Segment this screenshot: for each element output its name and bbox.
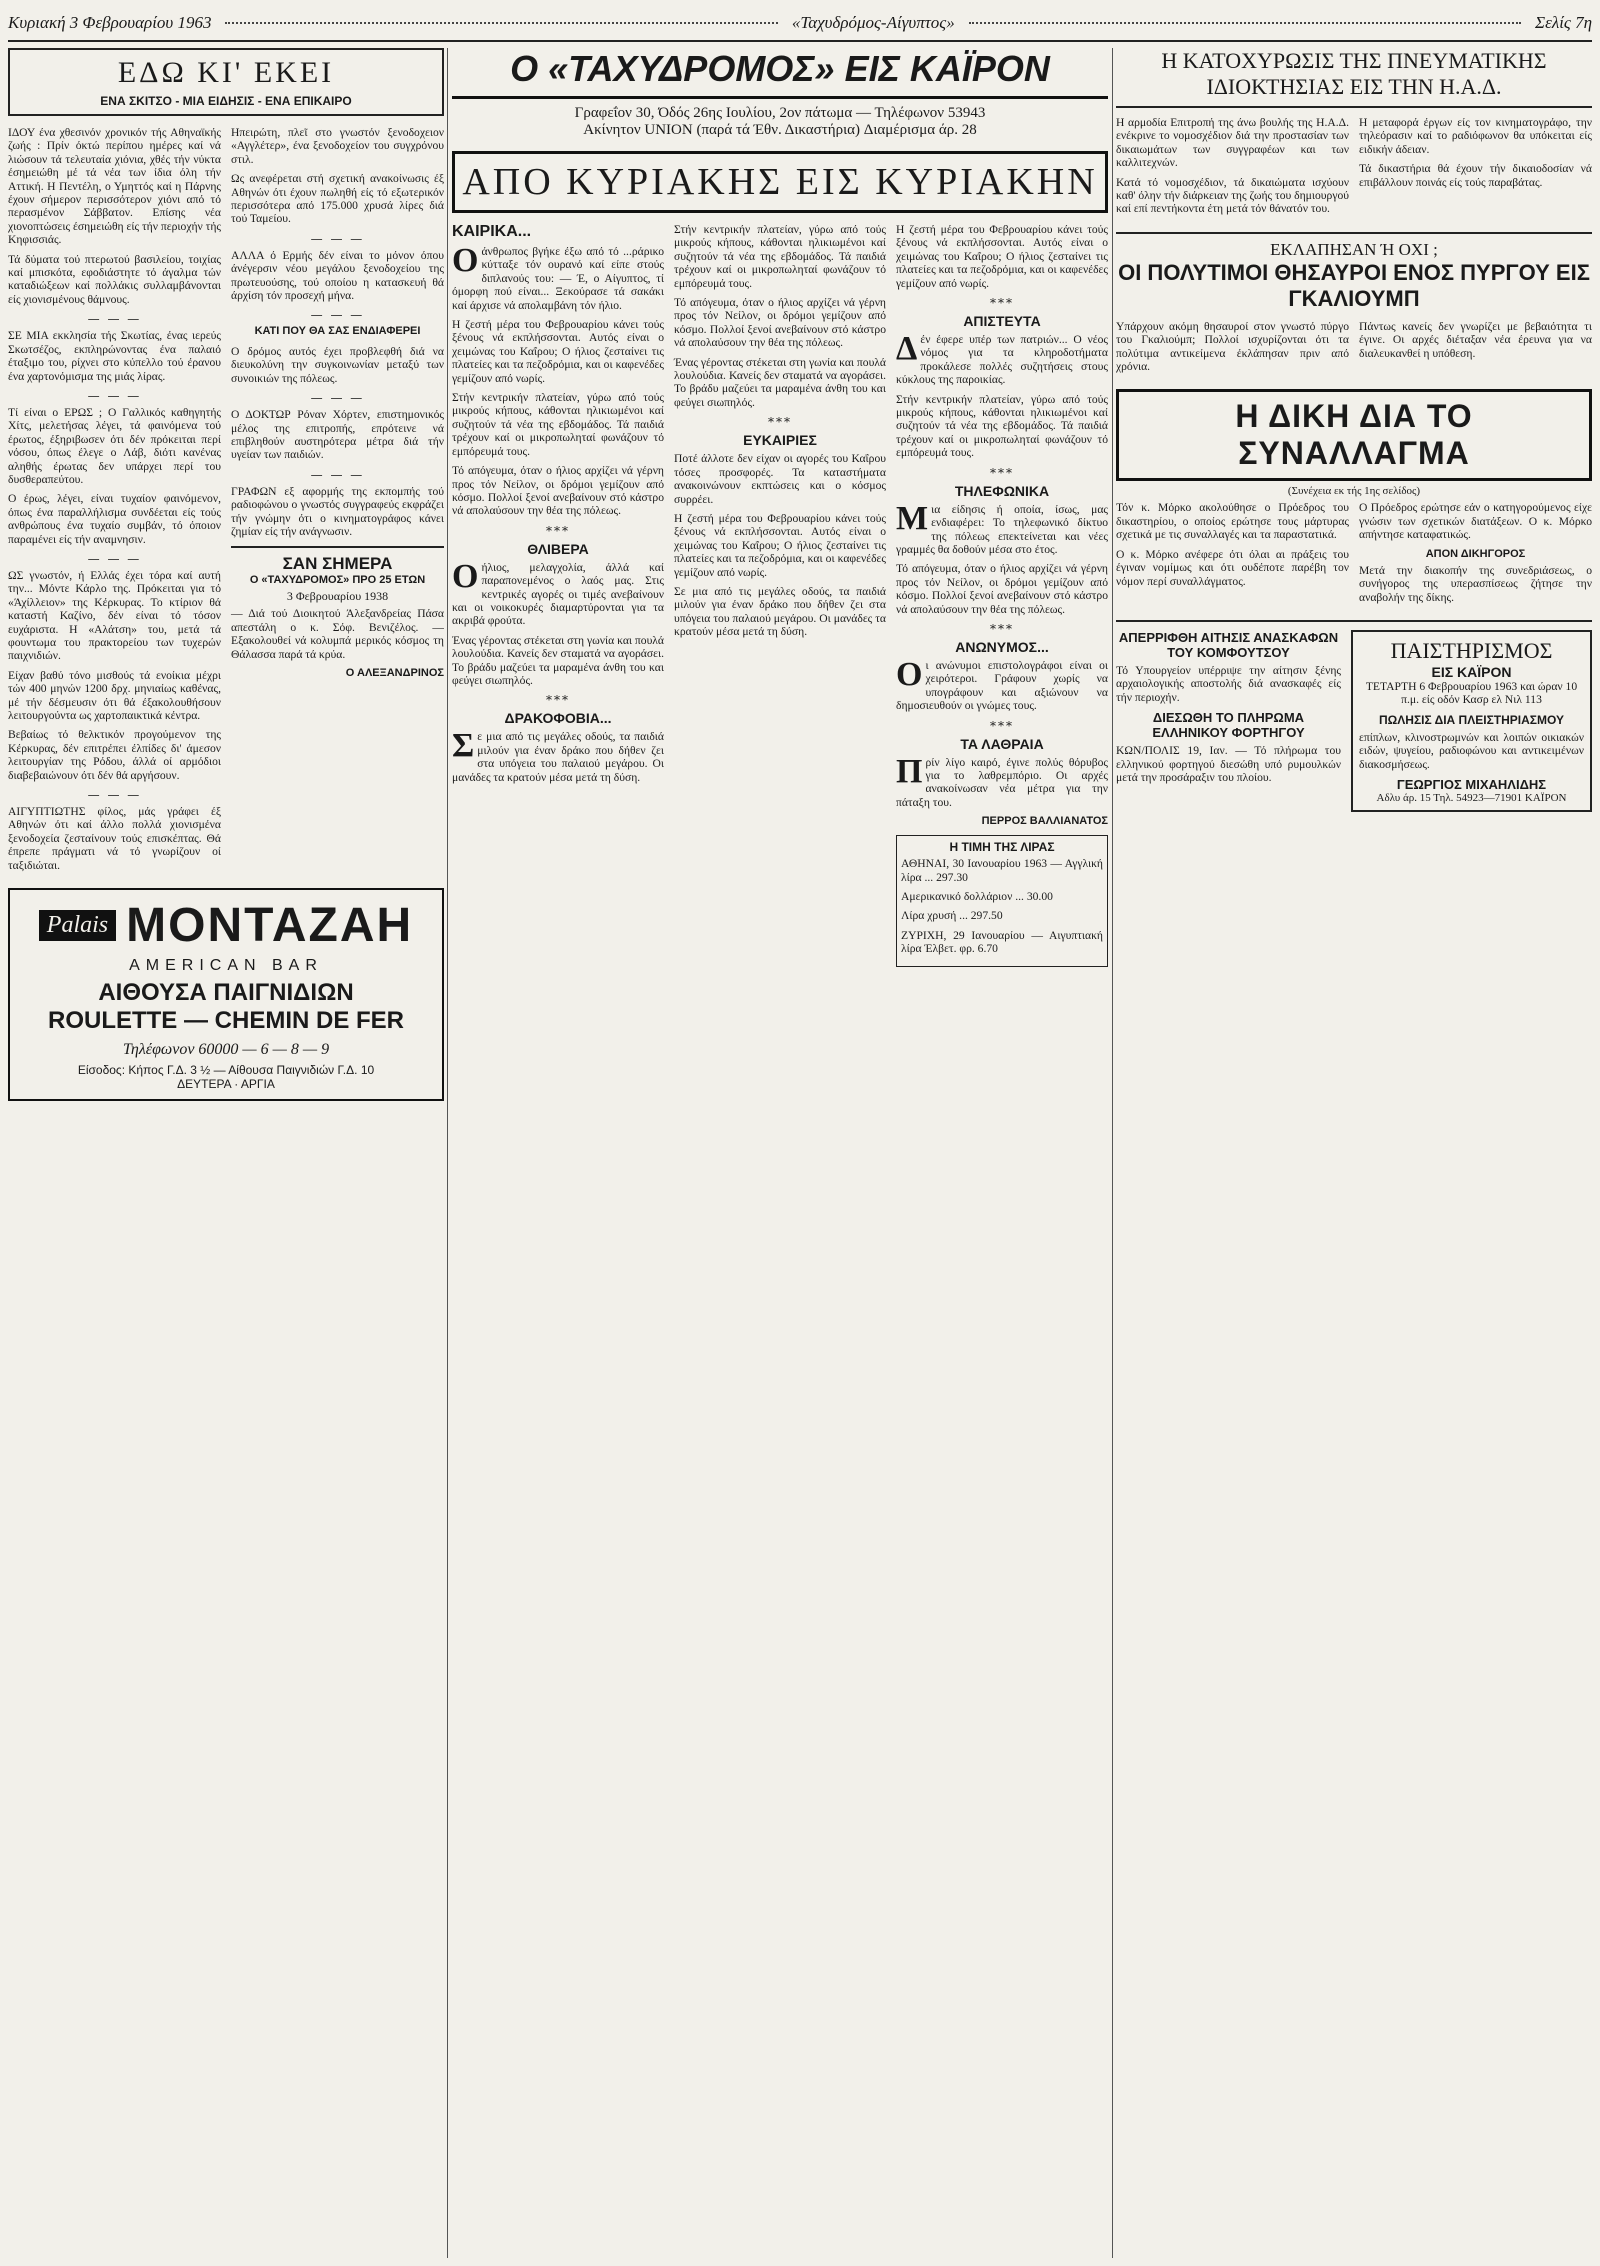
ad-entry: Είσοδος: Κήπος Γ.Δ. 3 ½ — Αίθουσα Παιγνιδιών Γ.Δ. 10 (77, 1063, 375, 1078)
headline: ΟΙ ΠΟΛΥΤΙΜΟΙ ΘΗΣΑΥΡΟΙ ΕΝΟΣ ΠΥΡΓΟΥ ΕΙΣ ΓΚΑΛΙΟΥΜΠ (1118, 259, 1590, 311)
column-center (452, 48, 1108, 2258)
article-paragraph: Δέν έφερε υπέρ των πατριών... Ο νέος νόμος για τα κληροδοτήματα προκάλεσε πολλές συζητήσεις στους κύκλους της παροικίας. (896, 330, 1108, 387)
ad-head: ΠΩΛΗΣΙΣ ΔΙΑ ΠΛΕΙΣΤΗΡΙΑΣΜΟΥ (1379, 712, 1564, 727)
subhead: ΚΑΤΙ ΠΟΥ ΘΑ ΣΑΣ ΕΝΔΙΑΦΕΡΕΙ (254, 325, 421, 338)
ad-text: επίπλων, κλινοστρωμνών και λοιπών οικιακών ειδών, ψυγείου, ραδιοφώνου και αντικειμένων διακοσμήσεως. (1359, 730, 1584, 771)
edo-ki-ekei-box (8, 48, 444, 116)
article-paragraph: Ο ΔΟΚΤΩΡ Ρόναν Χόρτεν, επιστημονικός μέλος της επιτροπής, επρότεινε νά επιβληθούν αυστηρότερα μέτρα διά τήν υγείαν των παιδιών. (231, 408, 444, 462)
article-paragraph: Μετά την διακοπήν της συνεδριάσεως, ο συνήγορος της υπερασπίσεως ζήτησε την αναβολήν της δίκης. (1359, 563, 1592, 604)
article-paragraph: Πρίν λίγο καιρό, έγινε πολύς θόρυβος για το λαθρεμπόριο. Οι αρχές ανακοίνωσαν νέα μέτρα για την πάταξη του. (896, 752, 1108, 809)
article-paragraph: Ποτέ άλλοτε δεν είχαν οι αγορές του Καΐρου τόσες προσφορές. Τα καταστήματα ανακοινώνουν εκπτώσεις και ο κόσμος συρρέει. (674, 452, 886, 506)
headline: ΑΠΕΡΡΙΦΘΗ ΑΙΤΗΣΙΣ ΑΝΑΣΚΑΦΩΝ ΤΟΥ ΚΟΜΦΟΥΤΣΟΥ (1118, 629, 1339, 660)
article-paragraph: Υπάρχουν ακόμη θησαυροί στον γνωστό πύργο του Γκαλιούμπ; Πολλοί ισχυρίζονται ότι τα πολύτιμα αντικείμενα έκλάπησαν πριν από χρόνια. (1116, 319, 1349, 374)
headline: Η ΔΙΚΗ ΔΙΑ ΤΟ ΣΥΝΑΛΛΑΓΜΑ (1116, 389, 1592, 481)
article-paragraph: Πάντως κανείς δεν γνωρίζει με βεβαιότητα τι έγινε. Οι αρχές διέταξαν νέα έρευνα για να διαλευκανθεί η υπόθεση. (1359, 319, 1592, 360)
article-paragraph: ΓΡΑΦΩΝ εξ αφορμής της εκπομπής τού ραδιοφώνου ο γνωστός συγγραφεύς εκφράζει τήν γνώμην ότι ο κινηματογράφος κάνει ζημίαν είς τήν ανάγνωσιν. (231, 484, 444, 538)
article-paragraph: Οι ανώνυμοι επιστολογράφοι είναι οι χειρότεροι. Γράφουν χωρίς να υπογράφουν και αξιώνουν να δημοσιευθούν οι γνώμες τους. (896, 655, 1108, 713)
column-right (1116, 48, 1592, 2258)
ad-hall: ΑΙΘΟΥΣΑ ΠΑΙΓΝΙΔΙΩΝ (98, 979, 354, 1007)
ad-title: ΠΑΙΣΤΗΡΙΣΜΟΣ (1390, 637, 1553, 663)
article-paragraph: Ως ανεφέρεται στή σχετική ανακοίνωσις έξ Αθηνών ότι έχουν πωληθή είς τό εξωτερικόν περισσότερα από 175.000 χρυσά λίρες διά τού Ταμείου. (231, 172, 444, 226)
article-paragraph: Ο έρως, λέγει, είναι τυχαίον φαινόμενον, όπως ένα παραλλήλισμα συνδέεται είς τούς ανθρώπους ένα τυχαίο συμβάν, τό όποιον παραμένει είς τήν αναμνησιν. (8, 492, 221, 546)
left-subcolumns (8, 126, 444, 878)
lira-title: Η ΤΙΜΗ ΤΗΣ ΛΙΡΑΣ (949, 840, 1055, 855)
box-paragraph: — Διά τού Διοικητού Άλεξανδρείας Πάσα απεστάλη ο κ. Σόφ. Βενιζέλος. — Εξακολουθεί νά κολυμπά μερικός κόσμος τη Θάλασσα παρά τά κρύα. (231, 607, 444, 661)
article-paragraph: Τό απόγευμα, όταν ο ήλιος αρχίζει νά γέρνη προς τόν Νείλον, οι δρόμοι γεμίζουν από κόσμο. Πολλοί ξενοί ανεβαίνουν στό κάστρο νά απολαύσουν την θέα της πόλεως. (896, 562, 1108, 616)
continuation-note: (Συνέχεια εκ τής 1ης σελίδος) (1287, 485, 1421, 498)
subhead: ΘΛΙΒΕΡΑ (527, 540, 589, 557)
signature: Ο ΑΛΕΞΑΝΔΡΙΝΟΣ (345, 666, 444, 679)
left-subcolumn-b: Ηπειρώτη, πλεῖ στο γνωστόν ξενοδοχειον «Αγγλέτερ», ένα ξενοδοχείον του συγχρόνου στιλ. Ως ανεφέρεται στή σχετική ανακοίνωσις έξ Αθηνών ότι έχουν πωληθή είς τό εξωτερικόν περισσότερα από 175.000 χρυσά λίρες διά τού Ταμείου. — — — ΑΛΛΑ ό Ερμής δέν είναι το μόνον όπου άνέγερσιν νέου μεγάλου ξενοδοχείου της πρωτευούσης, τού οποίου η κατασκευή θά άρχίση τόν προσεχή μήνα. — — — ΚΑΤΙ ΠΟΥ ΘΑ ΣΑΣ ΕΝΔΙΑΦΕΡΕΙ Ο δρόμος αυτός έχει προβλεφθή διά να διευκολύνη την συγκοινωνίαν μεταξύ των συνοικιών της πόλεως. — — — Ο ΔΟΚΤΩΡ Ρόναν Χόρτεν, επιστημονικός μέλος της επιτροπής, επρότεινε νά επιβληθούν αυστηρότερα μέτρα διά τήν υγείαν των παιδιών. — — — ΓΡΑΦΩΝ εξ αφορμής της εκπομπής τού ραδιοφώνου ο γνωστός συγγραφεύς εκφράζει τήν γνώμην ότι ο κινηματογράφος κάνει ζημίαν είς τήν ανάγνωσιν. ΣΑΝ ΣΗΜΕΡΑ Ο «ΤΑΧΥΔΡΟΜΟΣ» ΠΡΟ 25 ΕΤΩΝ 3 Φεβρουαρίου 1938 — Διά τού Διοικητού Άλεξανδρείας Πάσα απεστάλη ο κ. Σόφ. Βενιζέλος. — Εξακολουθεί νά κολυμπά μερικός κόσμος τη Θάλασσα παρά τά κρύα. Ο ΑΛΕΞΑΝΔΡΙΝΟΣ (231, 126, 444, 679)
article-paragraph: ΙΔΟΥ ένα χθεσινόν χρονικόν τής Αθηναϊκής ζωής : Πρίν όκτώ περίπου ημέρες καί νά λιώσουν τά τελευταία χιόνια, χθές τήν νύκτα έσημειώθη μέ τά νέα των ίδια όλη τήν Αττική. Η Πεντέλη, ο Υμηττός καί η Πάρνης έχουν σήμερον περισσότερον χιόνι από τό περασμένον Σάββατον. Επίσης νέα χιονοπτώσεις έσημειώθη είς τήν περιοχήν τής Κηφισσιάς. (8, 126, 221, 247)
article-paragraph: ΑΙΓΥΠΤΙΩΤΗΣ φίλος, μάς γράφει έξ Αθηνών ότι καί άλλο πολλά χιονισμένα ξενοδοχεία ζεσταίνουν τούς επισκέπτας. Θά έπρεπε πράγματι νά τό γνωρίζουν οί ταξιδιώται. (8, 805, 221, 872)
article-paragraph: Κατά τό νομοσχέδιον, τά δικαιώματα ισχύουν καθ' όλην τήν διάρκειαν της ζωής του δημιουργού καί επί πεντήκοντα έτη μετά τόν θάνατόν του. (1116, 175, 1349, 216)
article-paragraph: ΣΕ ΜΙΑ εκκλησία τής Σκωτίας, ένας ιερεύς Σκωτσέζος, εκπληρώνοντας ένα παλαιό έταξιμο του, ρίχνει στο κύπελλο τού έρανου ένα χαρτονόμισμα της μιάς λίρας. (8, 329, 221, 383)
article-paragraph: Είχαν βαθύ τόνο μισθούς τά ενοίκια μέχρι τών 400 μηνών 1200 δρχ. μηνιαίως καθένας, μέ τήν δέσμευσιν ότι θά έξακολουθήσουν λειτουργούντα ως χαρτοπαικτικά κέντρα. (8, 668, 221, 723)
ad-brand: MONTAZAH (126, 899, 414, 953)
ad-signature: ΓΕΩΡΓΙΟΣ ΜΙΧΑΗΛΙΔΗΣ (1396, 776, 1547, 792)
san-simera-box (231, 546, 444, 679)
article-paragraph: Ο κ. Μόρκο ανέφερε ότι όλαι αι πράξεις του έγιναν νομίμως και ότι ουδέποτε παρέβη τον νόμον περί συναλλάγματος. (1116, 547, 1349, 588)
article-paragraph: Τά δύματα τού πτερωτού βασιλείου, τοιχίας καί μπισκότα, εφοδιάστητε τό άγαλμα τών καταδιώξεων καί πολλάκις συλλαμβάνονται είς χιονισμένους θάμνους. (8, 252, 221, 306)
lira-row: Αμερικανικό δολλάριον ... 30.00 (901, 890, 1053, 903)
ad-palais: Palais (39, 910, 116, 941)
article-paragraph: ΑΛΛΑ ό Ερμής δέν είναι το μόνον όπου άνέγερσιν νέου μεγάλου ξενοδοχείου της πρωτευούσης, τού οποίου η κατασκευή θά άρχίση τόν προσεχή μήνα. (231, 248, 444, 303)
masthead-paper: «Ταχυδρόμος-Αίγυπτος» (791, 13, 955, 32)
right-subcolumns-top (1116, 116, 1592, 222)
article-paragraph: Στήν κεντρικήν πλατείαν, γύρω από τούς μικρούς κήπους, κάθονται ηλικιωμένοι καί συζητούν τά νέα της εβδομάδος. Τά παιδιά τρέχουν καί οι μικροπωληταί φωνάζουν τό εμπόρευμά τους. (452, 391, 664, 458)
right-bottom (1116, 620, 1592, 812)
subhead: ΑΠΙΣΤΕΥΤΑ (963, 313, 1041, 330)
article-paragraph: Τό Υπουργείον υπέρριψε την αίτησιν ξένης αρχαιολογικής αποστολής διά ανασκαφές είς τήν περιοχήν. (1116, 663, 1341, 704)
article-paragraph: Η ζεστή μέρα του Φεβρουαρίου κάνει τούς ξένους νά εκπλήσσονται. Αυτός είναι ο χειμώνας του Καΐρου; Ο ήλιος ζεσταίνει τις πλατείες και τα πεζοδρόμια, και οι καφενέδες γεμίζουν από νωρίς. (452, 318, 664, 385)
column-divider (447, 48, 448, 2258)
ad-games: ROULETTE — CHEMIN DE FER (47, 1007, 404, 1035)
center-subcolumns (452, 223, 1108, 967)
article-paragraph: Τό απόγευμα, όταν ο ήλιος αρχίζει νά γέρνη προς τόν Νείλον, οι δρόμοι γεμίζουν από κόσμο. Πολλοί ξενοί ανεβαίνουν στό κάστρο νά απολαύσουν την θέα της πόλεως. (674, 296, 886, 350)
office-address: Ακίνητον UNION (παρά τά Έθν. Δικαστήρια) Διαμέρισμα άρ. 28 (583, 122, 977, 138)
ad-days: ΔΕΥΤΕΡΑ · ΑΡΓΙΑ (177, 1077, 275, 1092)
banner: ΑΠΟ ΚΥΡΙΑΚΗΣ ΕΙΣ ΚΥΡΙΑΚΗΝ (452, 151, 1108, 213)
ad-bar: AMERICAN BAR (129, 957, 323, 975)
box-title: ΣΑΝ ΣΗΜΕΡΑ (282, 554, 393, 574)
center-subcolumn-a: ΚΑΙΡΙΚΑ... Οάνθρωπος βγήκε έξω από τό ...ράρικο κύτταξε τόν ουρανό καί είπε στούς διπλανούς του: — Έ, ο Αίγυπτος, τί όμορφη πού είναι... Ξεκούρασε τά σακάκι καί άρχισε νά απολαμβάνη τόν ήλιο. Η ζεστή μέρα του Φεβρουαρίου κάνει τούς ξένους νά εκπλήσσονται. Αυτός είναι ο χειμώνας του Καΐρου; Ο ήλιος ζεσταίνει τις πλατείες και τα πεζοδρόμια, και οι καφενέδες γεμίζουν από νωρίς. Στήν κεντρικήν πλατείαν, γύρω από τούς μικρούς κήπους, κάθονται ηλικιωμένοι καί συζητούν τά νέα της εβδομάδος. Τά παιδιά τρέχουν καί οι μικροπωληταί φωνάζουν τό εμπόρευμά τους. Τό απόγευμα, όταν ο ήλιος αρχίζει νά γέρνη προς τόν Νείλον, οι δρόμοι γεμίζουν από κόσμο. Πολλοί ξενοί ανεβαίνουν στό κάστρο νά απολαύσουν την θέα της πόλεως. *** ΘΛΙΒΕΡΑ Οήλιος, μελαγχολία, άλλά καί παραπονεμένος ο λαός μας. Στις κεντρικές αγορές οι τιμές ανεβαίνουν και οι νοικοκυρές διαμαρτύρονται για τα ακριβά φρούτα. Ένας γέροντας στέκεται στη γωνία και πουλά λουλούδια. Κανείς δεν σταματά να αγοράσει. Το βράδυ μαζεύει τα μαραμένα άνθη του και φεύγει σιωπηλός. *** ΔΡΑΚΟΦΟΒΙΑ... Σε μια από τις μεγάλες οδούς, τα παιδιά μιλούν για έναν δράκο που δήθεν ζει στα υπόγεια του παλαιού μεγάρου. Οι μανάδες τα κρατούν μέσα μετά τη δύση. (452, 223, 665, 784)
article-paragraph: Μια είδησις ή οποία, ίσως, μας ενδιαφέρει: Το τηλεφωνικό δίκτυο της πόλεως επεκτείνεται και νέες γραμμές θα δοθούν μέσα στο έτος. (896, 499, 1108, 556)
section-title: Ο «ΤΑΧΥΔΡΟΜΟΣ» ΕΙΣ ΚΑΪΡΟΝ (452, 48, 1108, 99)
article-paragraph: Η ζεστή μέρα του Φεβρουαρίου κάνει τούς ξένους νά εκπλήσσονται. Αυτός είναι ο χειμώνας του Καΐρου; Ο ήλιος ζεσταίνει τις πλατείες και τα πεζοδρόμια, και οι καφενέδες γεμίζουν από νωρίς. (674, 511, 886, 579)
section-subtitle: ΕΝΑ ΣΚΙΤΣΟ - ΜΙΑ ΕΙΔΗΣΙΣ - ΕΝΑ ΕΠΙΚΑΙΡΟ (100, 94, 352, 108)
lira-row: Λίρα χρυσή ... 297.50 (901, 909, 1003, 923)
article-paragraph: Βεβαίως τό θελκτικόν προγούμενον της Κέρκυρας, δέν επιτρέπει έλπίδες δι' άμεσον λειτουργίαν της Ρόδου, άλλά οί αρμόδιοι διαβεβαιώνουν ότι δέν θά αργήσουν. (8, 728, 221, 782)
headline: ΕΚΛΑΠΗΣΑΝ Ή ΟΧΙ ; (1270, 239, 1438, 259)
lira-box (896, 835, 1108, 966)
article-paragraph: Τόν κ. Μόρκο ακολούθησε ο Πρόεδρος του δικαστηρίου, ο οποίος ερώτησε τους μάρτυρας σχετικά με τις συναλλαγές και τα παραστατικά. (1116, 501, 1349, 542)
box-date: 3 Φεβρουαρίου 1938 (286, 589, 389, 604)
article-paragraph: Οάνθρωπος βγήκε έξω από τό ...ράρικο κύτταξε τόν ουρανό καί είπε στούς διπλανούς του: — Έ, ο Αίγυπτος, τί όμορφη πού είναι... Ξεκούρασε τά σακάκι καί άρχισε νά απολαμβάνη τόν ήλιο. (452, 242, 664, 312)
subhead: ΑΠΟΝ ΔΙΚΗΓΟΡΟΣ (1425, 547, 1526, 560)
center-subcolumn-b: Στήν κεντρικήν πλατείαν, γύρω από τούς μικρούς κήπους, κάθονται ηλικιωμένοι καί συζητούν τά νέα της εβδομάδος. Τά παιδιά τρέχουν καί οι μικροπωληταί φωνάζουν τό εμπόρευμά τους. Τό απόγευμα, όταν ο ήλιος αρχίζει νά γέρνη προς τόν Νείλον, οι δρόμοι γεμίζουν από κόσμο. Πολλοί ξενοί ανεβαίνουν στό κάστρο νά απολαύσουν την θέα της πόλεως. Ένας γέροντας στέκεται στη γωνία και πουλά λουλούδια. Κανείς δεν σταματά να αγοράσει. Το βράδυ μαζεύει τα μαραμένα άνθη του και φεύγει σιωπηλός. *** ΕΥΚΑΙΡΙΕΣ Ποτέ άλλοτε δεν είχαν οι αγορές του Καΐρου τόσες προσφορές. Τα καταστήματα ανακοινώνουν εκπτώσεις και ο κόσμος συρρέει. Η ζεστή μέρα του Φεβρουαρίου κάνει τούς ξένους νά εκπλήσσονται. Αυτός είναι ο χειμώνας του Καΐρου; Ο ήλιος ζεσταίνει τις πλατείες και τα πεζοδρόμια, και οι καφενέδες γεμίζουν από νωρίς. Σε μια από τις μεγάλες οδούς, τα παιδιά μιλούν για έναν δράκο που δήθεν ζει στα υπόγεια του παλαιού μεγάρου. Οι μανάδες τα κρατούν μέσα μετά τη δύση. (674, 223, 887, 639)
masthead-date: Κυριακή 3 Φεβρουαρίου 1963 (8, 13, 212, 32)
article-paragraph: Τά δικαστήρια θά έχουν τήν δικαιοδοσίαν νά επιβάλλουν ποινάς είς τούς παραβάτας. (1359, 162, 1592, 189)
subhead: ΔΡΑΚΟΦΟΒΙΑ... (504, 710, 612, 727)
article-paragraph: Στήν κεντρικήν πλατείαν, γύρω από τούς μικρούς κήπους, κάθονται ηλικιωμένοι καί συζητούν τά νέα της εβδομάδος. Τά παιδιά τρέχουν καί οι μικροπωληταί φωνάζουν τό εμπόρευμά τους. (896, 392, 1108, 460)
article-paragraph: Ένας γέροντας στέκεται στη γωνία και πουλά λουλούδια. Κανείς δεν σταματά να αγοράσει. Το βράδυ μαζεύει τα μαραμένα άνθη του και φεύγει σιωπηλός. (674, 355, 887, 409)
article-paragraph: Ο Πρόεδρος ερώτησε εάν ο κατηγορούμενος είχε γνώσιν των σχετικών διατάξεων. Ο κ. Μόρκο απήντησε καταφατικώς. (1359, 501, 1592, 542)
subhead: ΕΥΚΑΙΡΙΕΣ (743, 432, 817, 449)
article-paragraph: Ένας γέροντας στέκεται στη γωνία και πουλά λουλούδια. Κανείς δεν σταματά να αγοράσει. Το βράδυ μαζεύει τα μαραμένα άνθη του και φεύγει σιωπηλός. (452, 633, 665, 687)
montazah-ad (8, 888, 444, 1101)
article-paragraph: Η ζεστή μέρα του Φεβρουαρίου κάνει τούς ξένους νά εκπλήσσονται. Αυτός είναι ο χειμώνας του Καΐρου; Ο ήλιος ζεσταίνει τις πλατείες και τα πεζοδρόμια, και οι καφενέδες γεμίζουν από νωρίς. (896, 223, 1108, 290)
column-left (8, 48, 444, 2258)
article-paragraph: Τί είναι ο ΕΡΩΣ ; Ο Γαλλικός καθηγητής Χίτς, μελετήσας λέγει, τά φαινόμενα τού έρωτος, έξηριβωσεν ότι δέν πρόκειται περί νόσου, όπως έλεγε ο Λάβ, διότι κανένας αληθής έρωτας δεν υπάρχει περί του δυσθεραπεύτου. (8, 405, 221, 486)
article-paragraph: Η μεταφορά έργων είς τον κινηματογράφο, την τηλεόρασιν καί το ραδιόφωνον θα υπόκειται είς ειδικήν άδειαν. (1359, 116, 1592, 156)
headline: ΔΙΕΣΩΘΗ ΤΟ ΠΛΗΡΩΜΑ ΕΛΛΗΝΙΚΟΥ ΦΟΡΤΗΓΟΥ (1152, 710, 1305, 741)
article-paragraph: Σε μια από τις μεγάλες οδούς, τα παιδιά μιλούν για έναν δράκο που δήθεν ζει στα υπόγεια του παλαιού μεγάρου. Οι μανάδες τα κρατούν μέσα μετά τη δύση. (674, 584, 886, 639)
article-paragraph: Η αρμοδία Επιτροπή της άνω βουλής της Η.Α.Δ. ενέκρινε το νομοσχέδιον διά την προστασίαν των δικαιωμάτων των συγγραφέων και των καλλιτεχνών. (1116, 116, 1349, 170)
masthead-rule (969, 22, 1521, 24)
ad-phone: Τηλέφωνον 60000 — 6 — 8 — 9 (122, 1041, 330, 1059)
left-subcolumn-a: ΙΔΟΥ ένα χθεσινόν χρονικόν τής Αθηναϊκής ζωής : Πρίν όκτώ περίπου ημέρες καί νά λιώσουν τά τελευταία χιόνια, χθές τήν νύκτα έσημειώθη μέ τά νέα των ίδια όλη τήν Αττική. Η Πεντέλη, ο Υμηττός καί η Πάρνης έχουν σήμερον περισσότερον χιόνι από τό περασμένον Σάββατον. Επίσης νέα χιονοπτώσεις έσημειώθη είς τήν περιοχήν τής Κηφισσιάς. Τά δύματα τού πτερωτού βασιλείου, τοιχίας καί μπισκότα, εφοδιάστητε τό άγαλμα τών καταδιώξεων καί πολλάκις συλλαμβάνονται είς χιονισμένους θάμνους. — — — ΣΕ ΜΙΑ εκκλησία τής Σκωτίας, ένας ιερεύς Σκωτσέζος, εκπληρώνοντας ένα παλαιό έταξιμο του, ρίχνει στο κύπελλο τού έρανου ένα χαρτονόμισμα της μιάς λίρας. — — — Τί είναι ο ΕΡΩΣ ; Ο Γαλλικός καθηγητής Χίτς, μελετήσας λέγει, τά φαινόμενα τού έρωτος, έξηριβωσεν ότι δέν πρόκειται περί νόσου, όπως έλεγε ο Λάβ, διότι κανένας αληθής έρωτας δεν υπάρχει περί του δυσθεραπεύτου. Ο έρως, λέγει, είναι τυχαίον φαινόμενον, όπως ένα παραλλήλισμα συνδέεται είς τούς ανθρώπους ένα τυχαίο συμβάν, τό όποιον παραμένει είς τήν αναμνησιν. — — — ΩΣ γνωστόν, ή Ελλάς έχει τόρα καί αυτή την... Μόντε Κάρλο της. Πρόκειται για τό «Άχίλλειον» της Κέρκυρας. Το κτίριον θά καταστή Καζίνο, δέν είναι τό τόσον ευχάριστα. Η «Αλάτση» του, μετά τά φουντωμα του πρακτορείου των τυχερών παιχνιδιών. Είχαν βαθύ τόνο μισθούς τά ενοίκια μέχρι τών 400 μηνών 1200 δρχ. μηνιαίως καθένας, μέ τήν δέσμευσιν ότι θά έξακολουθήσουν λειτουργούντα ως χαρτοπαικτικά κέντρα. Βεβαίως τό θελκτικόν προγούμενον της Κέρκυρας, δέν επιτρέπει έλπίδες δι' άμεσον λειτουργίαν της Ρόδου, άλλά οί αρμόδιοι διαβεβαιώνουν ότι δέν θά αργήσουν. — — — ΑΙΓΥΠΤΙΩΤΗΣ φίλος, μάς γράφει έξ Αθηνών ότι καί άλλο πολλά χιονισμένα ξενοδοχεία ζεσταίνουν τούς επισκέπτας. Θά έπρεπε πράγματι νά τό γνωρίζουν οί ταξιδιώται. (8, 126, 221, 872)
office-address: Γραφεΐον 30, Όδός 26ης Ιουλίου, 2ον πάτωμα — Τηλέφωνον 53943 (574, 105, 986, 121)
section-title: ΕΔΩ ΚΙ' ΕΚΕΙ (117, 56, 335, 89)
center-subcolumn-c: Η ζεστή μέρα του Φεβρουαρίου κάνει τούς ξένους νά εκπλήσσονται. Αυτός είναι ο χειμώνας του Καΐρου; Ο ήλιος ζεσταίνει τις πλατείες και τα πεζοδρόμια, και οι καφενέδες γεμίζουν από νωρίς. *** ΑΠΙΣΤΕΥΤΑ Δέν έφερε υπέρ των πατριών... Ο νέος νόμος για τα κληροδοτήματα προκάλεσε πολλές συζητήσεις στους κύκλους της παροικίας. Στήν κεντρικήν πλατείαν, γύρω από τούς μικρούς κήπους, κάθονται ηλικιωμένοι καί συζητούν τά νέα της εβδομάδος. Τά παιδιά τρέχουν καί οι μικροπωληταί φωνάζουν τό εμπόρευμά τους. *** ΤΗΛΕΦΩΝΙΚΑ Μια είδησις ή οποία, ίσως, μας ενδιαφέρει: Το τηλεφωνικό δίκτυο της πόλεως επεκτείνεται και νέες γραμμές θα δοθούν μέσα στο έτος. Τό απόγευμα, όταν ο ήλιος αρχίζει νά γέρνη προς τόν Νείλον, οι δρόμοι γεμίζουν από κόσμο. Πολλοί ξενοί ανεβαίνουν στό κάστρο νά απολαύσουν την θέα της πόλεως. *** ΑΝΩΝΥΜΟΣ... Οι ανώνυμοι επιστολογράφοι είναι οι χειρότεροι. Γράφουν χωρίς να υπογράφουν και αξιώνουν να δημοσιευθούν οι γνώμες τους. *** ΤΑ ΛΑΘΡΑΙΑ Πρίν λίγο καιρό, έγινε πολύς θόρυβος για το λαθρεμπόριο. Οι αρχές ανακοίνωσαν νέα μέτρα για την πάταξη του. ΠΕΡΡΟΣ ΒΑΛΛΙΑΝΑΤΟΣ Η ΤΙΜΗ ΤΗΣ ΛΙΡΑΣ ΑΘΗΝΑΙ, 30 Ιανουαρίου 1963 — Αγγλική λίρα ... 297.30 Αμερικανικό δολλάριον ... 30.00 Λίρα χρυσή ... 297.50 ΖΥΡΙΧΗ, 29 Ιανουαρίου — Αιγυπτιακή λίρα Έλβετ. φρ. 6.70 (896, 223, 1108, 967)
masthead-rule (225, 22, 777, 24)
headline: Η ΚΑΤΟΧΥΡΩΣΙΣ ΤΗΣ ΠΝΕΥΜΑΤΙΚΗΣ ΙΔΙΟΚΤΗΣΙΑΣ ΕΙΣ ΤΗΝ Η.Α.Δ. (1116, 48, 1592, 108)
subhead: ΤΑ ΛΑΘΡΑΙΑ (960, 735, 1044, 752)
subhead: ΑΝΩΝΥΜΟΣ... (955, 638, 1049, 655)
subhead: ΚΑΙΡΙΚΑ... (452, 223, 532, 240)
article-paragraph: Ηπειρώτη, πλεῖ στο γνωστόν ξενοδοχειον «Αγγλέτερ», ένα ξενοδοχείον του συγχρόνου στιλ. (231, 126, 444, 166)
column-divider (1112, 48, 1113, 2258)
article-paragraph: ΚΩΝ/ΠΟΛΙΣ 19, Ιαν. — Τό πλήρωμα του ελληνικού φορτηγού διεσώθη υπό ρυμουλκών μετά την προσάραξιν του πλοίου. (1116, 744, 1341, 784)
article-paragraph: Τό απόγευμα, όταν ο ήλιος αρχίζει νά γέρνη προς τόν Νείλον, οι δρόμοι γεμίζουν από κόσμο. Πολλοί ξενοί ανεβαίνουν στό κάστρο νά απολαύσουν την θέα της πόλεως. (452, 464, 664, 518)
article-paragraph: Οήλιος, μελαγχολία, άλλά καί παραπονεμένος ο λαός μας. Στις κεντρικές αγορές οι τιμές ανεβαίνουν και οι νοικοκυρές διαμαρτύρονται για τα ακριβά φρούτα. (452, 557, 664, 628)
article-paragraph: Στήν κεντρικήν πλατείαν, γύρω από τούς μικρούς κήπους, κάθονται ηλικιωμένοι καί συζητούν τά νέα της εβδομάδος. Τά παιδιά τρέχουν καί οι μικροπωληταί φωνάζουν τό εμπόρευμά τους. (674, 223, 886, 290)
masthead (8, 6, 1592, 42)
lira-row: ΖΥΡΙΧΗ, 29 Ιανουαρίου — Αιγυπτιακή λίρα Έλβετ. φρ. 6.70 (901, 928, 1103, 956)
masthead-page: Σελίς 7η (1535, 13, 1593, 32)
article-paragraph: ΩΣ γνωστόν, ή Ελλάς έχει τόρα καί αυτή την... Μόντε Κάρλο της. Πρόκειται για τό «Άχίλλειον» της Κέρκυρας. Το κτίριον θά καταστή Καζίνο, δέν είναι τό τόσον ευχάριστα. Η «Αλάτση» του, μετά τά φουντωμα του πρακτορείου των τυχερών παιχνιδιών. (8, 568, 221, 663)
right-subcolumns-trial (1116, 501, 1592, 609)
subhead: ΤΗΛΕΦΩΝΙΚΑ (954, 482, 1050, 499)
lira-row: ΑΘΗΝΑΙ, 30 Ιανουαρίου 1963 — Αγγλική λίρα ... 297.30 (901, 857, 1103, 884)
box-subtitle: Ο «ΤΑΧΥΔΡΟΜΟΣ» ΠΡΟ 25 ΕΤΩΝ (249, 574, 426, 587)
auction-ad (1351, 630, 1592, 812)
right-subcolumns-mid (1116, 320, 1592, 380)
article-paragraph: Σε μια από τις μεγάλες οδούς, τα παιδιά μιλούν για έναν δράκο που δήθεν ζει στα υπόγεια του παλαιού μεγάρου. Οι μανάδες τα κρατούν μέσα μετά τη δύση. (452, 727, 664, 784)
ad-text: ΤΕΤΑΡΤΗ 6 Φεβρουαρίου 1963 και ώραν 10 π.μ. είς οδόν Κασρ ελ Νιλ 113 (1365, 679, 1578, 707)
ad-subtitle: ΕΙΣ ΚΑΪΡΟΝ (1431, 663, 1512, 680)
ad-address: Αδλυ άρ. 15 Τηλ. 54923—71901 ΚΑΪΡΟΝ (1376, 791, 1567, 804)
signature: ΠΕΡΡΟΣ ΒΑΛΛΙΑΝΑΤΟΣ (981, 815, 1108, 828)
article-paragraph: Ο δρόμος αυτός έχει προβλεφθή διά να διευκολύνη την συγκοινωνίαν μεταξύ των συνοικιών της πόλεως. (231, 344, 444, 385)
